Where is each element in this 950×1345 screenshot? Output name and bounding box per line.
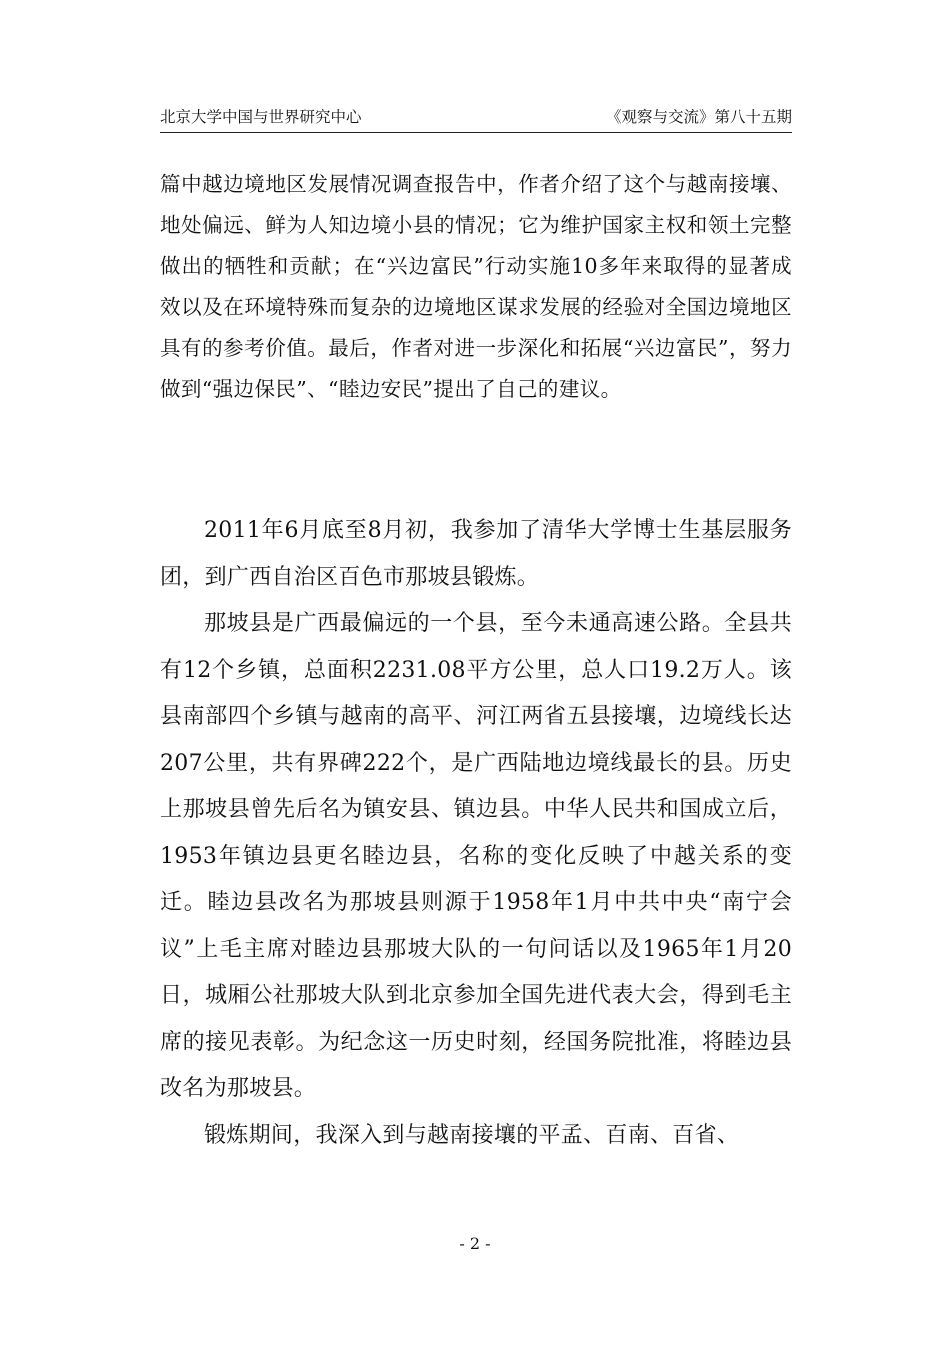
- header-divider: [160, 132, 792, 133]
- header-publication: 《观察与交流》第八十五期: [605, 108, 792, 126]
- body-paragraph-2: 那坡县是广西最偏远的一个县，至今未通高速公路。全县共有12个乡镇，总面积2231.08平方公里，总人口19.2万人。该县南部四个乡镇与越南的高平、河江两省五县接壤，边境线长达207公里，共有界碑222个，是广西陆地边境线最长的县。历史上那坡县曾先后名为镇安县、镇边县。中华人民共和国成立后，1953年镇边县更名睦边县，名称的变化反映了中越关系的变迁。睦边县改名为那坡县则源于1958年1月中共中央“南宁会议”上毛主席对睦边县那坡大队的一句问话以及1965年1月20日，城厢公社那坡大队到北京参加全国先进代表大会，得到毛主席的接见表彰。为纪念这一历史时刻，经国务院批准，将睦边县改名为那坡县。: [160, 611, 792, 1101]
- header-institution: 北京大学中国与世界研究中心: [160, 108, 362, 126]
- body-paragraph-3: 锻炼期间，我深入到与越南接壤的平孟、百南、百省、: [204, 1122, 740, 1148]
- page-number: - 2 -: [459, 1234, 491, 1253]
- body-paragraph-1: 2011年6月底至8月初，我参加了清华大学博士生基层服务团，到广西自治区百色市那坡县锻炼。: [160, 518, 792, 590]
- body-text: [160, 508, 792, 1159]
- page-header: [160, 104, 792, 130]
- abstract-paragraph: 篇中越边境地区发展情况调查报告中，作者介绍了这个与越南接壤、地处偏远、鲜为人知边境小县的情况；它为维护国家主权和领土完整做出的牺牲和贡献；在“兴边富民”行动实施10多年来取得的显著成效以及在环境特殊而复杂的边境地区谋求发展的经验对全国边境地区具有的参考价值。最后，作者对进一步深化和拓展“兴边富民”，努力做到“强边保民”、“睦边安民”提出了自己的建议。: [160, 172, 792, 401]
